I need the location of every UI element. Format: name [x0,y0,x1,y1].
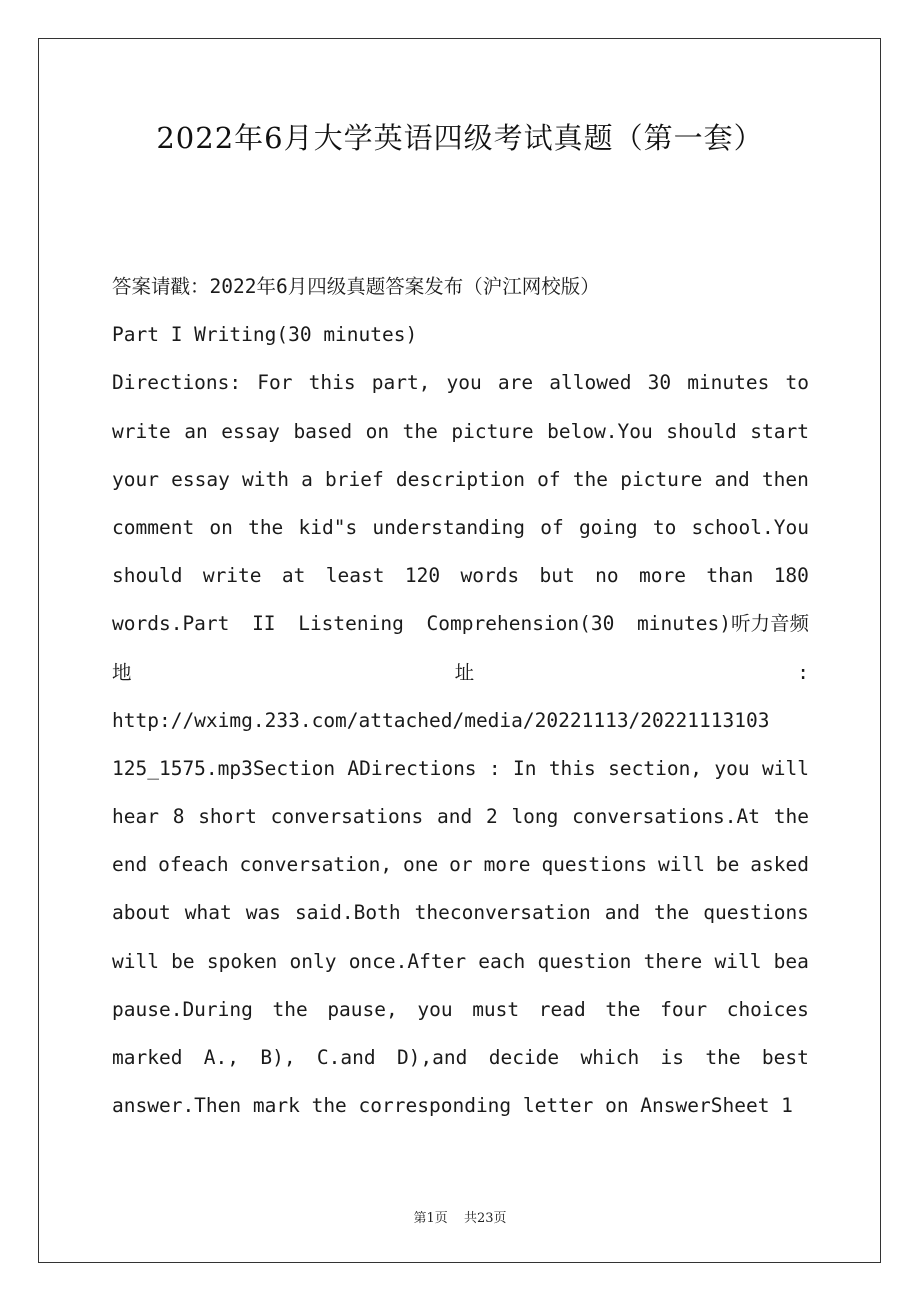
word: must [472,997,520,1021]
word: II [252,612,276,636]
word: based [293,419,353,443]
word: was [245,901,281,925]
word: should [112,564,183,588]
word: should [666,419,737,443]
word: on [365,419,390,443]
word: 地 [112,660,132,684]
word: best [761,1046,809,1069]
body-line [112,986,809,1034]
word: Directions: [112,371,242,395]
word: the [272,997,308,1021]
word: marked [112,1046,183,1069]
word: there [643,949,703,973]
word: which [580,1046,640,1069]
word: or [449,853,473,877]
page-footer [0,1207,920,1226]
word: school.You [691,515,809,539]
word: description [395,467,526,491]
word: and [436,805,473,829]
word: the [248,515,284,539]
word: one [403,853,439,877]
word: about [112,901,171,925]
word: picture [620,467,703,491]
word: choices [726,997,809,1021]
word: an [184,419,208,443]
word: you [446,371,482,395]
body-line: http://wximg.233.com/attached/media/20221113/20221113103 [112,708,770,732]
word: understanding [372,515,526,539]
word: D),and [396,1046,468,1069]
word: conversations.At [572,805,760,829]
word: is [660,1046,685,1069]
page-number: 第1页 [413,1211,448,1226]
word: you [417,997,453,1021]
body-line [112,841,809,889]
word: will [714,949,762,973]
word: part, [371,371,431,395]
word: : [797,660,809,684]
word: the [705,1046,741,1069]
word: minutes [687,371,770,395]
word: a [301,467,313,491]
body-line [112,552,809,600]
word: the [654,901,690,925]
body-line [112,600,809,648]
word: no [595,564,619,588]
word: ofeach [158,853,229,877]
word: then [761,467,809,491]
word: of [540,515,564,539]
word: be [171,949,195,973]
word: with [241,467,289,491]
word: words [460,564,520,588]
word: of [537,467,561,491]
word: but [539,564,575,588]
word: on [209,515,233,539]
word: B), [260,1046,296,1069]
word: decide [488,1046,560,1069]
body-line: answer.Then mark the corresponding letter on AnswerSheet 1 [112,1094,793,1118]
word: each [478,949,526,973]
word: than [706,564,754,588]
word: start [750,419,809,443]
word: bea [773,949,809,973]
document-body [112,263,809,1130]
word: going [578,515,638,539]
word: more [639,564,686,588]
body-line [112,1034,809,1082]
body-line [112,456,809,504]
word: said.Both [294,901,401,925]
body-line: Part I Writing(30 minutes) [112,323,418,347]
word: ADirections [347,756,477,780]
body-line [112,793,809,841]
word: words.Part [112,612,230,636]
word: essay [221,419,280,443]
word: picture [451,419,534,443]
word: questions [541,853,648,877]
word: at [281,564,306,588]
word: asked [750,853,809,877]
word: will [112,949,159,973]
word: brief [325,467,384,491]
word: theconversation [414,901,591,925]
word: essay [171,467,230,491]
body-line [112,938,809,986]
body-line [112,408,809,456]
word: 8 [172,805,185,829]
word: write [112,419,171,443]
body-line [112,504,809,552]
word: will [761,756,809,780]
word: minutes)听力音频 [637,612,809,636]
word: to [652,515,677,539]
word: least [325,564,385,588]
word: 址 [454,660,475,684]
word: 30 [647,371,672,395]
word: more [483,853,531,877]
word: be [715,853,740,877]
word: Listening [298,612,404,636]
word: hear [112,805,159,829]
word: For [257,371,293,395]
word: you [714,756,750,780]
word: 2 [485,805,498,829]
word: 180 [773,564,809,588]
word: and [714,467,750,491]
word: A., [203,1046,240,1069]
word: questions [703,901,809,925]
word: conversations [270,805,424,829]
word: write [202,564,262,588]
body-line: 答案请戳：2022年6月四级真题答案发布（沪江网校版） [112,275,600,298]
word: long [511,805,559,829]
word: Comprehension(30 [426,612,615,636]
word: this [548,756,596,780]
word: will [658,853,705,877]
body-line [112,359,809,407]
word: and [604,901,640,925]
word: to [785,371,809,395]
word: the [605,997,641,1021]
word: read [538,997,586,1021]
word: the [402,419,438,443]
word: the [773,805,809,829]
word: C.and [316,1046,376,1069]
word: what [184,901,232,925]
word: only [289,949,337,973]
word: kid"s [298,515,358,539]
word: are [497,371,534,395]
word: spoken [206,949,278,973]
word: question [537,949,632,973]
word: comment [112,515,195,539]
word: once.After [348,949,467,973]
word: this [308,371,356,395]
word: In [512,756,537,780]
word: four [660,997,708,1021]
word: 125_1575.mp3Section [112,756,336,780]
body-line [112,745,809,793]
page-total: 共23页 [463,1211,507,1226]
word: end [112,853,148,877]
word: the [572,467,609,491]
word: : [488,756,501,780]
word: your [112,467,159,491]
word: pause.During [112,997,253,1021]
body-line [112,649,809,697]
word: short [198,805,257,829]
document-title: 2022年6月大学英语四级考试真题（第一套） [156,121,764,155]
body-line [112,889,809,937]
word: conversation, [239,853,393,877]
word: pause, [327,997,398,1021]
word: section, [608,756,703,780]
word: allowed [549,371,632,395]
word: below.You [547,419,653,443]
word: 120 [404,564,441,588]
